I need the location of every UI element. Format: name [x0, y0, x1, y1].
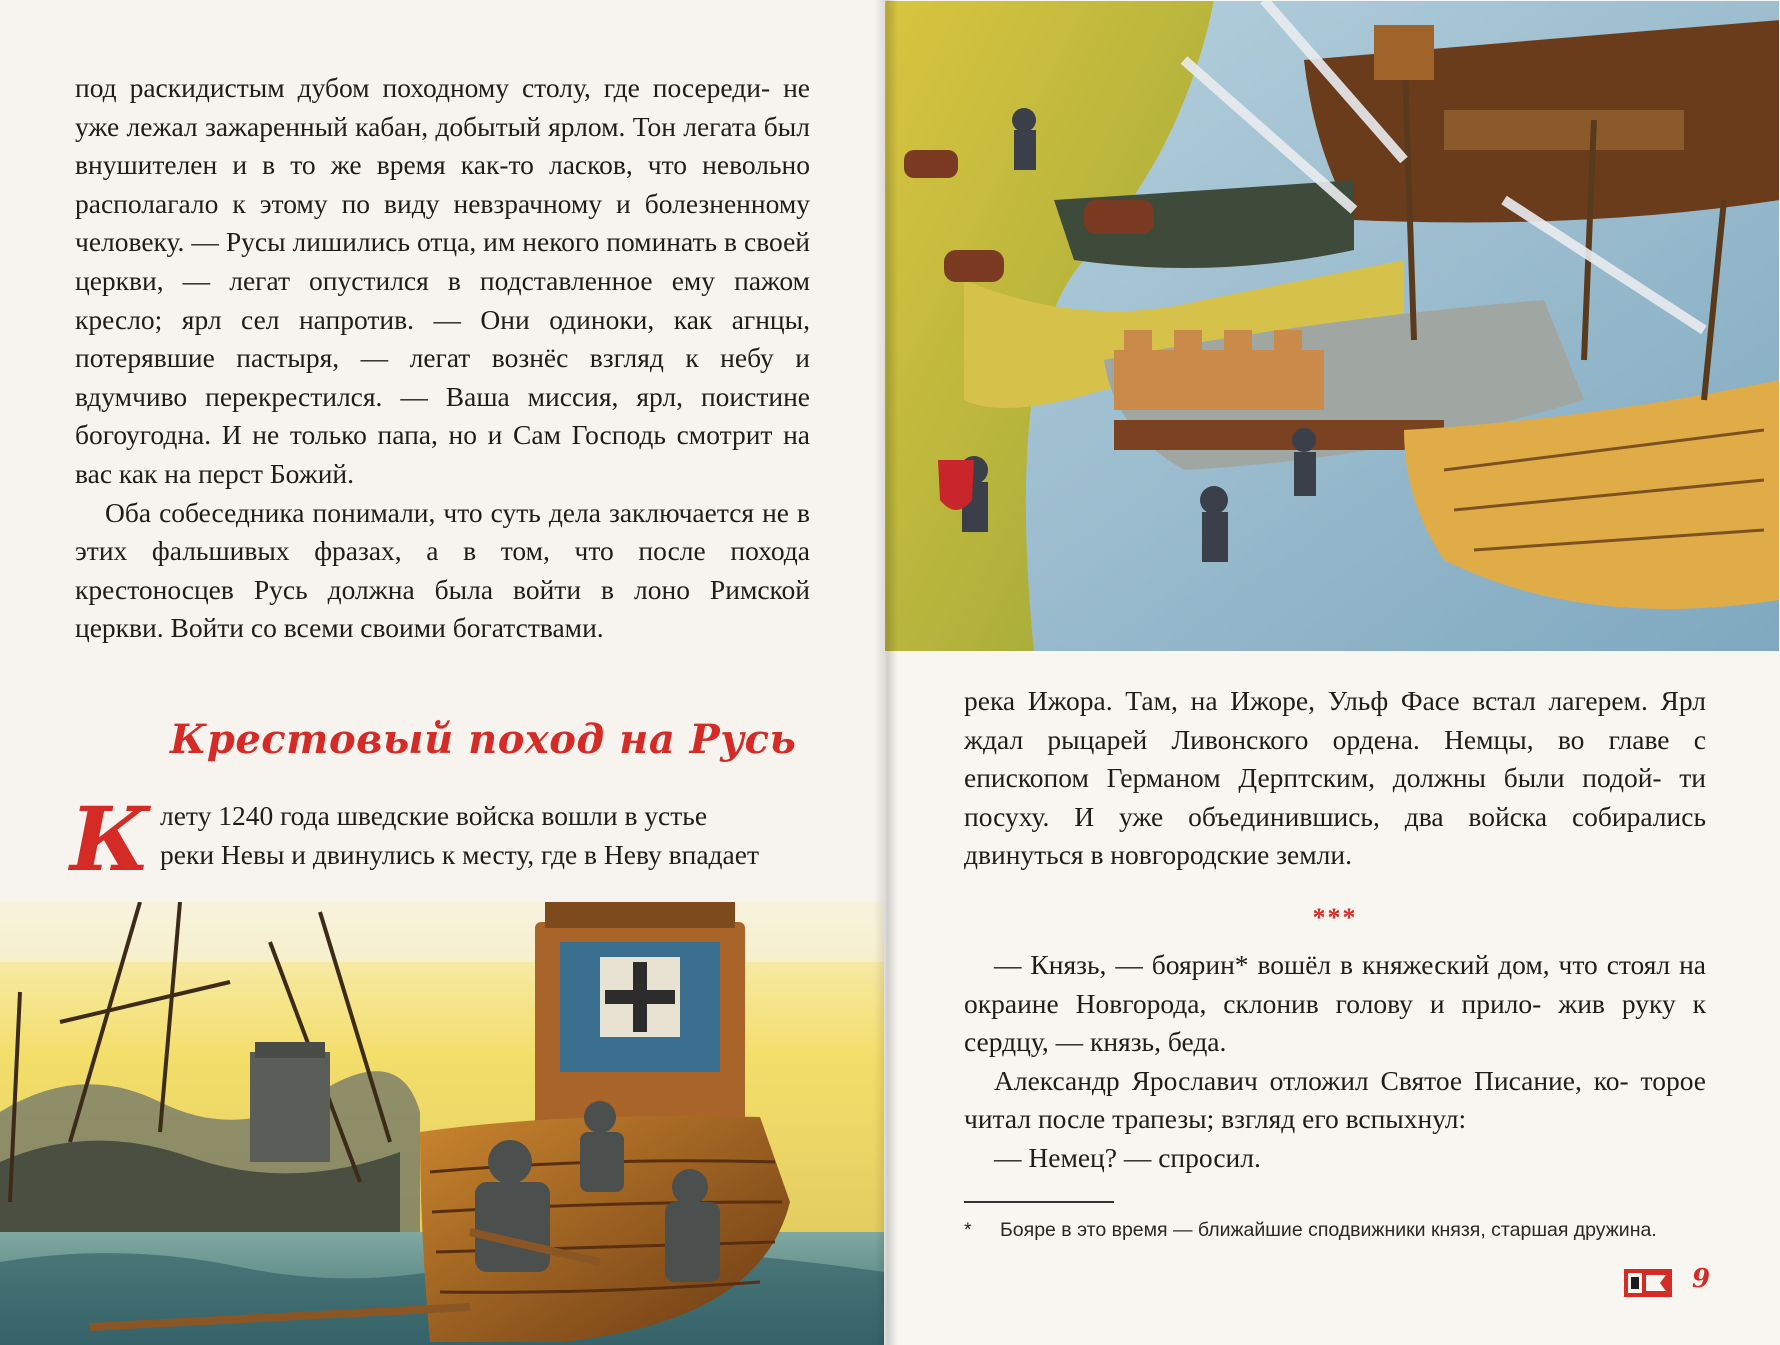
footnote-rule [964, 1201, 1114, 1203]
paragraph: под раскидистым дубом походному столу, где посереди- не уже лежал зажаренный кабан, добытый ярлом. Тон легата был внушителен и в то же время как-то ласков, что невольно располагало к этому по виду невзрачному и болезненному человеку. — Русы лишились отца, им некого поминать в своей церкви, — легат опустился в подставленное ему пажом кресло; ярл сел напротив. — Они одиноки, как агнцы, потерявшие пастыря, — легат вознёс взгляд к небу и вдумчиво перекрестился. — Ваша миссия, ярл, поистине богоугодна. И не только папа, но и Сам Господь смотрит на вас как на перст Божий. [75, 72, 810, 489]
right-page [884, 0, 1780, 1345]
paragraph: Александр Ярославич отложил Святое Писание, ко- торое читал после трапезы; взгляд его вспыхнул: [964, 1064, 1706, 1135]
left-body-text [75, 69, 810, 648]
paragraph: Оба собеседника понимали, что суть дела заключается не в этих фальшивых фразах, а в том, что после похода крестоносцев Русь должна была войти в лоно Римской церкви. Войти со всеми своими богатствами. [75, 496, 810, 644]
paragraph: — Немец? — спросил. [994, 1141, 1261, 1173]
footnote [964, 1216, 1706, 1245]
book-gutter [874, 0, 898, 1345]
section-separator: *** [1312, 903, 1358, 932]
harbor-boarding-illustration [884, 0, 1780, 652]
paragraph: река Ижора. Там, на Ижоре, Ульф Фасе встал лагерем. Ярл ждал рыцарей Ливонского ордена. Немцы, во главе с епископом Германом Дерптским, должны были подой- ти посуху. И уже объединившись, два войска собирались двинуться в новгородские земли. [964, 685, 1706, 871]
paragraph: — Князь, — боярин* вошёл в княжеский дом, что стоял на окраине Новгорода, склонив голову и прило- жив руку к сердцу, — князь, беда. [964, 949, 1706, 1058]
drop-cap: К [70, 787, 151, 891]
dialogue-text [964, 946, 1706, 1178]
page-number: 9 [1692, 1264, 1711, 1294]
footnote-text: Бояре в это время — ближайшие сподвижники князя, старшая дружина. [1000, 1219, 1657, 1241]
crusader-ship-illustration [0, 902, 884, 1345]
section-heading: Крестовый поход на Русь [170, 716, 797, 763]
intro-line: реки Невы и двинулись к месту, где в Неву впадает [160, 839, 759, 870]
intro-line: лету 1240 года шведские войска вошли в устье [160, 800, 708, 831]
left-page [0, 0, 884, 1345]
banner-flag-icon [1624, 1269, 1672, 1297]
footnote-mark: * [964, 1219, 972, 1241]
right-body-text [964, 682, 1706, 875]
